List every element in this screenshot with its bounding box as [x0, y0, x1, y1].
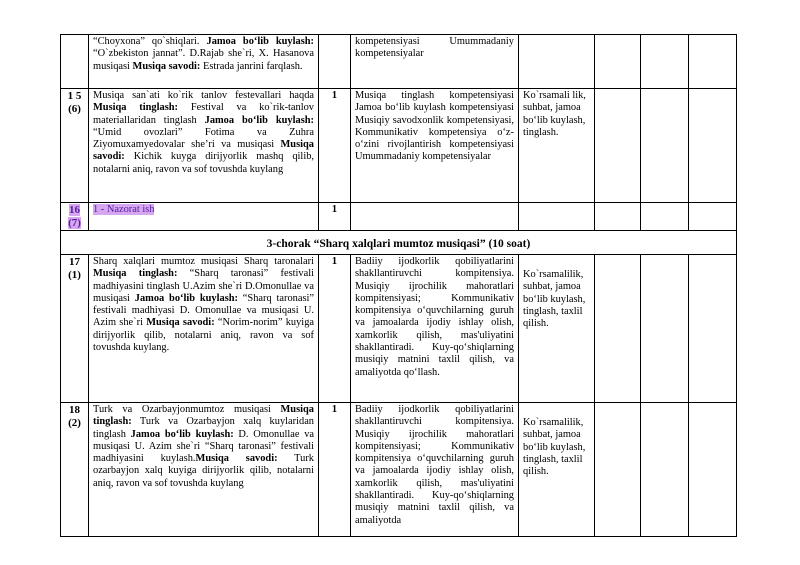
lesson-number: [61, 35, 89, 89]
lesson-number: 17 (1): [61, 255, 89, 403]
empty-cell: [689, 203, 737, 231]
table-row: [61, 35, 737, 89]
empty-cell: [595, 255, 641, 403]
empty-cell: [641, 89, 689, 203]
lesson-topic: 1 - Nazorat ish: [93, 204, 155, 215]
lesson-competence: Badiiy ijodkorlik qobiliyatlarini shakllantiruvchi kompitensiya. Musiqiy ijrochilik mahoratlari kompitensiyasi; Kommunikativ kompitensiya o‘quvchilarning guruh va jamoalarda ijodiy ishlay olish, xamkorlik qilish, mas'uliyatini shakllantiradi. Kuy-qo‘shiqlarning musiqiy matnini taxlil qilish, va amaliyotda qo‘llash.: [351, 255, 519, 403]
quarter-heading: 3-chorak “Sharq xalqlari mumtoz musiqasi” (10 soat): [61, 231, 737, 255]
empty-cell: [689, 35, 737, 89]
lesson-topic: Sharq xalqlari mumtoz musiqasi Sharq taronalari Musiqa tinglash: “Sharq taronasi” festivali madhiyasini tinglash U.Azim she`ri D.Omonullae va musiqasi Jamoa bo‘lib kuylash: “Sharq taronasi” festivali madhiyasi D. Omonullae va musiqasi U. Azim she`ri Musiqa savodi: “Norim-norim” kuyiga dirijyorlik qilib, notalarni aniq, ravon va sof tovushda kuylang.: [89, 255, 319, 403]
lesson-hours: 1: [319, 203, 351, 231]
empty-cell: [595, 35, 641, 89]
empty-cell: [595, 403, 641, 537]
empty-cell: [641, 203, 689, 231]
empty-cell: [595, 203, 641, 231]
lesson-hours: 1: [319, 89, 351, 203]
lesson-plan-table: [60, 34, 737, 537]
lesson-method: Ko`rsamalilik, suhbat, jamoa bo‘lib kuylash, tinglash, taxlil qilish.: [519, 255, 595, 403]
empty-cell: [641, 255, 689, 403]
lesson-hours: [319, 35, 351, 89]
lesson-hours: 1: [319, 255, 351, 403]
empty-cell: [351, 203, 519, 231]
table-row: [61, 203, 737, 231]
lesson-competence: kompetensiyasi Umummadaniy kompetensiyalar: [351, 35, 519, 89]
lesson-number: 18 (2): [61, 403, 89, 537]
lesson-competence: Musiqa tinglash kompetensiyasi Jamoa bo‘lib kuylash kompetensiyasi Musiqiy savodxonlik kompetensiyasi, Kommunikativ kompetensiya o‘z-o‘zini rivojlantirish kompetensiyasi Umummadaniy kompetensiyalar: [351, 89, 519, 203]
lesson-topic-cell: [89, 203, 319, 231]
lesson-method: Ko`rsamali lik, suhbat, jamoa bo‘lib kuylash, tinglash.: [519, 89, 595, 203]
lesson-topic: Turk va Ozarbayjonmumtoz musiqasi Musiqa tinglash: Turk va Ozarbayjon xalq kuylaridan tinglash Jamoa bo‘lib kuylash: D. Omonullae va musiqasi U. Azim she`ri “Sharq taronasi” festivali madhiyasini kuylash.Musiqa savodi: Turk ozarbayjon xalq kuyiga dirijyorlik qilib, notalarni aniq, ravon va sof tovushda kuylang: [89, 403, 319, 537]
table-row: [61, 231, 737, 255]
empty-cell: [641, 35, 689, 89]
lesson-number-cell: [61, 203, 89, 231]
lesson-competence: Badiiy ijodkorlik qobiliyatlarini shakllantiruvchi kompitensiya. Musiqiy ijrochilik mahoratlari kompitensiyasi; Kommunikativ kompitensiya o‘quvchilarning guruh va jamoalarda ijodiy ishlay olish, xamkorlik qilish, mas'uliyatini shakllantiradi. Kuy-qo‘shiqlarning musiqiy matnini taxlil qilish, va amaliyotda: [351, 403, 519, 537]
empty-cell: [689, 255, 737, 403]
empty-cell: [641, 403, 689, 537]
lesson-topic: Musiqa san`ati ko`rik tanlov festevallari haqda Musiqa tinglash: Festival va ko`rik-tanlov materiallaridan tinglash Jamoa bo‘lib kuylash: “Umid ovozlari” Fotima va Zuhra Ziyomuxamyedovalar she’ri va musiqasi Musiqa savodi: Kichik kuyga dirijyorlik mashq qilib, notalarni aniq, ravon va sof tovushda kuylang: [89, 89, 319, 203]
table-row: [61, 89, 737, 203]
table-row: [61, 255, 737, 403]
lesson-method: Ko`rsamalilik, suhbat, jamoa bo‘lib kuylash, tinglash, taxlil qilish.: [519, 403, 595, 537]
table-row: [61, 403, 737, 537]
empty-cell: [689, 403, 737, 537]
empty-cell: [689, 89, 737, 203]
lesson-method: [519, 35, 595, 89]
empty-cell: [519, 203, 595, 231]
lesson-number: 16 (7): [68, 204, 81, 229]
lesson-number: 1 5 (6): [61, 89, 89, 203]
empty-cell: [595, 89, 641, 203]
lesson-topic: “Choyxona” qo`shiqlari. Jamoa bo‘lib kuylash: “O`zbekiston jannat”. D.Rajab she`ri, X. Hasanova musiqasi Musiqa savodi: Estrada janrini farqlash.: [89, 35, 319, 89]
lesson-hours: 1: [319, 403, 351, 537]
